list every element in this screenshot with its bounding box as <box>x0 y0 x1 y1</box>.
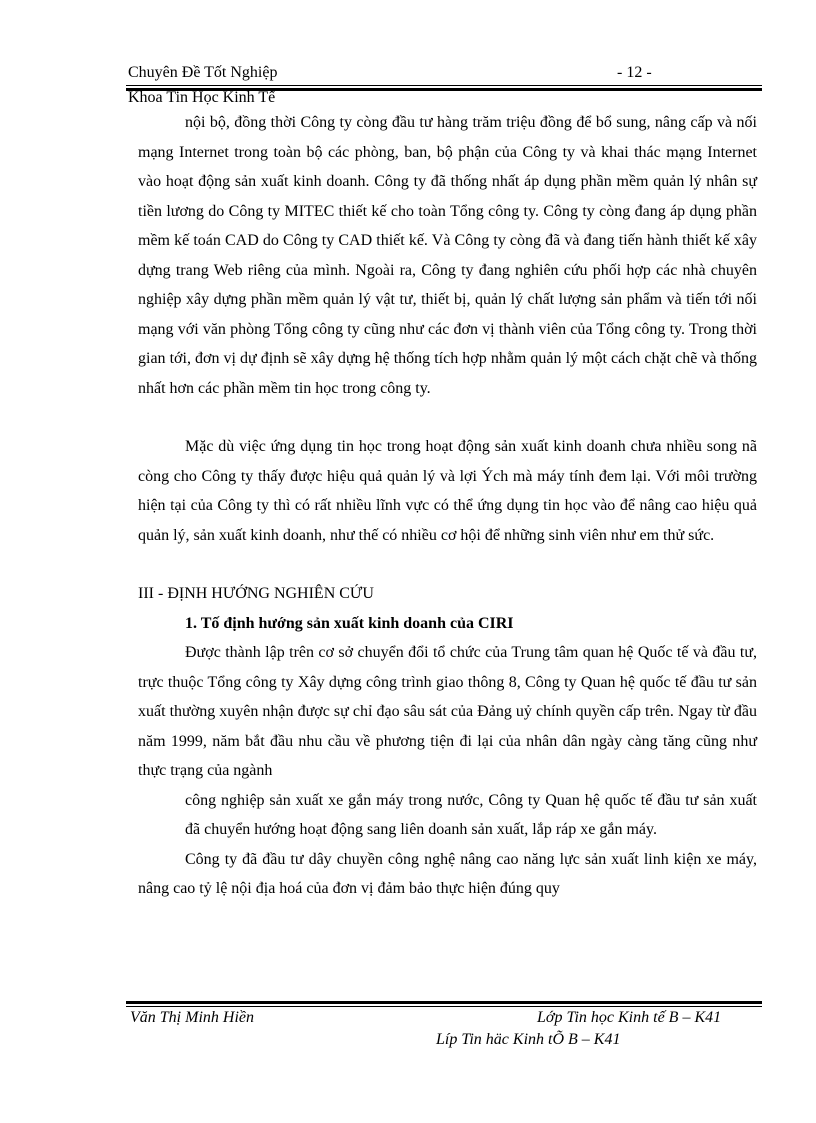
footer-class-garbled: Líp Tin häc Kinh tÕ B – K41 <box>436 1031 621 1048</box>
header-rule-thin <box>126 85 762 86</box>
page-number: - 12 - <box>617 64 652 81</box>
paragraph-intro: nội bộ, đồng thời Công ty còng đầu tư hàng trăm triệu đồng để bổ sung, nâng cấp và nối mạng Internet trong toàn bộ các phòng, ban, bộ phận của Công ty và khai thác mạng Internet vào hoạt động sản xuất kinh doanh. Công ty đã thống nhất áp dụng phần mềm quản lý nhân sự tiền lương do Công ty MITEC thiết kế cho toàn Tổng công ty. Công ty còng đang áp dụng phần mềm kế toán CAD do Công ty CAD thiết kế. Và Công ty còng đã và đang tiến hành thiết kế xây dựng trang Web riêng của mình. Ngoài ra, Công ty đang nghiên cứu phối hợp các nhà chuyên nghiệp xây dựng phần mềm quản lý vật tư, thiết bị, quản lý chất lượng sản phẩm và tiến tới nối mạng với văn phòng Tổng công ty cũng như các đơn vị thành viên của Tổng công ty. Trong thời gian tới, đơn vị dự định sẽ xây dựng hệ thống tích hợp nhằm quản lý một cách chặt chẽ và thống nhất hơn các phần mềm tin học trong công ty. <box>138 114 757 397</box>
paragraph-industry: công nghiệp sản xuất xe gắn máy trong nước, Công ty Quan hệ quốc tế đầu tư sản xuất đã chuyển hướng hoạt động sang liên doanh sản xuất, lắp ráp xe gắn máy. <box>185 791 757 838</box>
subsection-heading: 1. Tố định hướng sản xuất kinh doanh của CIRI <box>185 614 514 632</box>
footer-rule-thick <box>126 1001 762 1004</box>
footer-class: Lớp Tin học Kinh tế B – K41 <box>537 1009 722 1026</box>
header-department: Khoa Tin Học Kinh Tế <box>128 89 276 106</box>
footer-author: Văn Thị Minh Hiền <box>130 1009 254 1026</box>
paragraph-investment: Công ty đã đầu tư dây chuyền công nghệ nâng cao năng lực sản xuất linh kiện xe máy, nâng cao tỷ lệ nội địa hoá của đơn vị đảm bảo thực hiện đúng quy <box>138 850 757 897</box>
body-text <box>138 108 757 904</box>
paragraph-application: Mặc dù việc ứng dụng tin học trong hoạt động sản xuất kinh doanh chưa nhiều song nã còng cho Công ty thấy được hiệu quả quản lý và lợi Ých mà máy tính đem lại. Với môi trường hiện tại của Công ty thì có rất nhiều lĩnh vực có thể ứng dụng tin học vào để nâng cao hiệu quả quản lý, sản xuất kinh doanh, như thế có nhiều cơ hội để những sinh viên như em thử sức. <box>138 438 757 544</box>
footer-rule-thin <box>126 1006 762 1007</box>
header-title: Chuyên Đề Tốt Nghiệp <box>128 64 278 81</box>
section-heading: III - ĐỊNH HƯỚNG NGHIÊN CỨU <box>138 585 374 602</box>
paragraph-founding: Được thành lập trên cơ sở chuyển đổi tổ chức của Trung tâm quan hệ Quốc tế và đầu tư, trực thuộc Tổng công ty Xây dựng công trình giao thông 8, Công ty Quan hệ quốc tế đầu tư sản xuất thường xuyên nhận được sự chỉ đạo sâu sát của Đảng uỷ chính quyền cấp trên. Ngay từ đầu năm 1999, năm bắt đầu nhu cầu về phương tiện đi lại của nhân dân ngày càng tăng cũng như thực trạng của ngành <box>138 644 757 779</box>
